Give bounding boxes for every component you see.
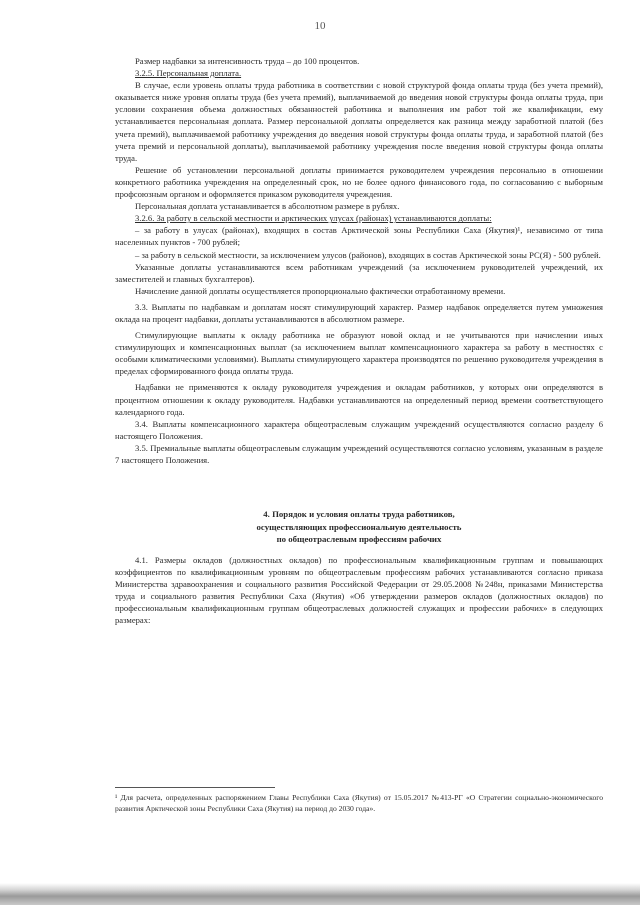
paragraph: 3.4. Выплаты компенсационного характера общеотраслевым служащим учреждений осуществляются согласно разделу 6 настоящего Положения. (115, 418, 603, 441)
subsection-heading: 3.2.6. За работу в сельской местности и арктических улусах (районах) устанавливаются доплаты: (135, 213, 492, 224)
paragraph: Указанные доплаты устанавливаются всем работникам учреждений (за исключением руководителей учреждений, их заместителей и главных бухгалтеров). (115, 261, 603, 284)
page-number: 10 (314, 20, 326, 32)
paragraph: 4.1. Размеры окладов (должностных окладов) по профессиональным квалификационным группам и повышающих коэффициентов по квалификационным уровням по общеотраслевым профессиям рабочих устанавливаются согласно приказа Министерства здравоохранения и социального развития Российской Федерации от 29.05.2008 №248н, приказами Министерства труда и социального развития Республики Саха (Якутия) «Об утверждении размеров окладов (должностных окладов) по профессиональным квалификационным группам общеотраслевых должностей служащих и профессии рабочих» в следующих размерах: (115, 554, 603, 626)
document-body (115, 55, 603, 626)
footnote: ¹ Для расчета, определенных распоряжением Главы Республики Саха (Якутия) от 15.05.2017 №413-РГ «О Стратегии социально-экономического развития Арктической зоны Республики Саха (Якутия) на период до 2030 года». (115, 793, 603, 813)
paragraph: Стимулирующие выплаты к окладу работника не образуют новой оклад и не учитываются при начислении иных стимулирующих и компенсационных выплат (за исключением выплат компенсационного характера за работу в местностях с особыми климатическими условиями). Выплаты стимулирующего характера производятся по решению руководителя учреждения в пределах сформированного фонда оплаты труда. (115, 330, 603, 377)
scan-edge-shadow (0, 883, 640, 905)
list-item: – за работу в улусах (районах), входящих в состав Арктической зоны Республики Саха (Якутия)¹, независимо от типа населенных пунктов - 700 рублей; (115, 225, 603, 248)
paragraph: Начисление данной доплаты осуществляется пропорционально фактически отработанному времени. (135, 285, 506, 296)
section-title-line: 4. Порядок и условия оплаты труда работников, (263, 509, 455, 520)
section-title (115, 508, 603, 546)
paragraph: Надбавки не применяются к окладу руководителя учреждения и окладам работников, у которых они определяются в процентном отношении к окладу руководителя. Надбавки устанавливаются на определенный период времени соответствующего календарного года. (115, 382, 603, 417)
paragraph: Решение об установлении персональной доплаты принимается руководителем учреждения персонально в отношении конкретного работника учреждения на определенный срок, но не более одного финансового года, по согласованию с выборным профсоюзным органом и оформляется приказом руководителя учреждения. (115, 164, 603, 200)
subsection-heading: 3.2.5. Персональная доплата. (135, 68, 242, 79)
paragraph: Персональная доплата устанавливается в абсолютном размере в рублях. (135, 201, 400, 212)
paragraph: 3.3. Выплаты по надбавкам и доплатам носят стимулирующий характер. Размер надбавок определяется путем умножения оклада на процент надбавки, доплаты устанавливаются в абсолютном размере. (115, 301, 603, 324)
paragraph: Размер надбавки за интенсивность труда – до 100 процентов. (135, 56, 360, 66)
footnote-divider (115, 787, 275, 788)
paragraph: В случае, если уровень оплаты труда работника в соответствии с новой структурой фонда оплаты труда (без учета премий), оказывается ниже уровня оплаты труда (без учета премий), выплачиваемой до введения новой структуры фонда оплаты труда, при условии сохранения объема должностных обязанностей работника и выполнения им работ той же квалификации, ему устанавливается персональная доплата. Размер персональной доплаты определяется как разница между заработной платой (без учета премий), выплачиваемой работнику учреждения до введения новой структуры фонда оплаты труда, и заработной платой (без учета премий и персональной доплаты), выплачиваемой работнику учреждения после введения новой структуры фонда оплаты труда. (115, 80, 603, 163)
section-title-line: по общеотраслевым профессиям рабочих (276, 534, 442, 545)
paragraph: 3.5. Премиальные выплаты общеотраслевым служащим учреждений осуществляются согласно условиям, указанным в разделе 7 настоящего Положения. (115, 442, 603, 465)
list-item: – за работу в сельской местности, за исключением улусов (районов), входящих в состав Арктической зоны РС(Я) - 500 рублей. (135, 249, 601, 260)
section-title-line: осуществляющих профессиональную деятельность (256, 521, 462, 532)
